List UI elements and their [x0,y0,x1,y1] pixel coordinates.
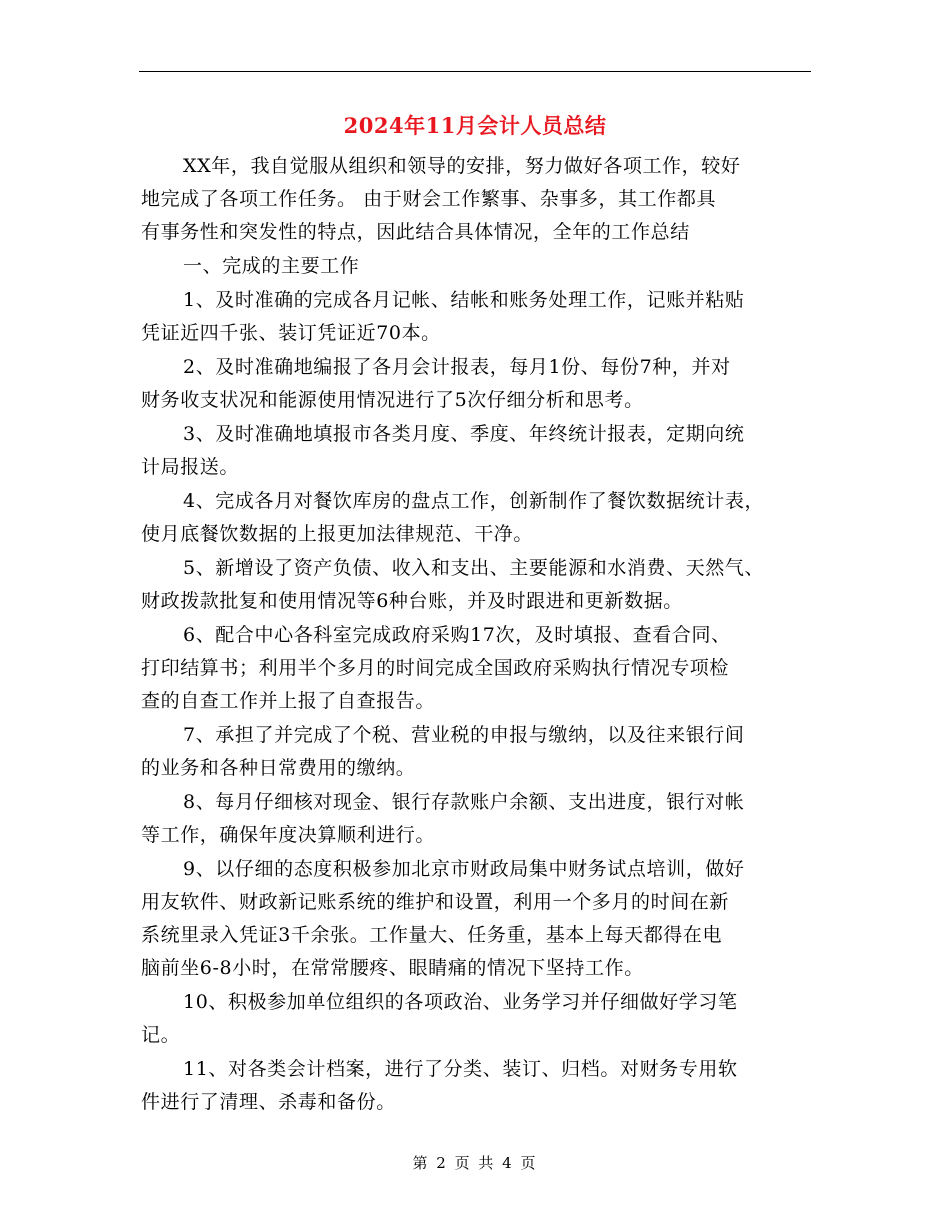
paragraph-item-2 [141,351,811,417]
paragraph-line: 地完成了各项工作任务。 由于财会工作繁事、杂事多，其工作都具 [141,188,717,210]
paragraph-item-11 [141,1053,811,1119]
paragraph-intro [141,150,811,249]
document-body [141,150,811,1120]
page-number-footer: 第 2 页 共 4 页 [412,1154,538,1172]
paragraph-line: 脑前坐6-8小时，在常常腰疼、眼睛痛的情况下坚持工作。 [141,957,644,979]
paragraph-line: 3、及时准确地填报市各类月度、季度、年终统计报表，定期向统 [183,423,745,445]
paragraph-item-10 [141,986,811,1052]
paragraph-item-7 [141,719,811,785]
paragraph-line: 等工作，确保年度决算顺利进行。 [141,824,436,846]
paragraph-line: 计局报送。 [141,456,240,478]
paragraph-line: 4、完成各月对餐饮库房的盘点工作，创新制作了餐饮数据统计表， [183,490,765,512]
section-heading [141,250,811,283]
paragraph-line: 2、及时准确地编报了各月会计报表，每月1份、每份7种，并对 [183,356,731,378]
paragraph-line: 记。 [141,1024,181,1046]
paragraph-line: 9、以仔细的态度积极参加北京市财政局集中财务试点培训，做好 [183,858,745,880]
paragraph-line: 凭证近四千张、装订凭证近70本。 [141,322,441,344]
paragraph-line: 件进行了清理、杀毒和备份。 [141,1091,396,1113]
paragraph-line: 有事务性和突发性的特点，因此结合具体情况，全年的工作总结 [141,221,690,243]
header-rule [139,71,811,72]
paragraph-item-6 [141,619,811,718]
paragraph-item-5 [141,552,811,618]
paragraph-line: 1、及时准确的完成各月记帐、结帐和账务处理工作，记账并粘贴 [183,289,745,311]
paragraph-item-8 [141,786,811,852]
paragraph-item-9 [141,853,811,985]
paragraph-item-3 [141,418,811,484]
paragraph-line: 查的自查工作并上报了自查报告。 [141,690,436,712]
paragraph-item-1 [141,284,811,350]
paragraph-line: 6、配合中心各科室完成政府采购17次，及时填报、查看合同、 [183,624,731,646]
paragraph-line: 5、新增设了资产负债、收入和支出、主要能源和水消费、天然气、 [183,557,765,579]
section-heading-text: 一、完成的主要工作 [183,255,360,277]
paragraph-line: 财政拨款批复和使用情况等6种台账，并及时跟进和更新数据。 [141,590,683,612]
document-title: 2024年11月会计人员总结 [343,113,607,138]
paragraph-line: 使月底餐饮数据的上报更加法律规范、干净。 [141,523,534,545]
paragraph-line: 11、对各类会计档案，进行了分类、装订、归档。对财务专用软 [183,1058,738,1080]
paragraph-line: 用友软件、财政新记账系统的维护和设置，利用一个多月的时间在新 [141,891,730,913]
paragraph-item-4 [141,485,811,551]
paragraph-line: XX年，我自觉服从组织和领导的安排，努力做好各项工作，较好 [183,155,741,177]
paragraph-line: 打印结算书；利用半个多月的时间完成全国政府采购执行情况专项检 [141,657,730,679]
paragraph-line: 8、每月仔细核对现金、银行存款账户余额、支出进度，银行对帐 [183,791,745,813]
paragraph-line: 10、积极参加单位组织的各项政治、业务学习并仔细做好学习笔 [183,991,738,1013]
paragraph-line: 财务收支状况和能源使用情况进行了5次仔细分析和思考。 [141,389,644,411]
paragraph-line: 7、承担了并完成了个税、营业税的申报与缴纳，以及往来银行间 [183,724,745,746]
paragraph-line: 的业务和各种日常费用的缴纳。 [141,757,416,779]
paragraph-line: 系统里录入凭证3千余张。工作量大、任务重，基本上每天都得在电 [141,924,723,946]
